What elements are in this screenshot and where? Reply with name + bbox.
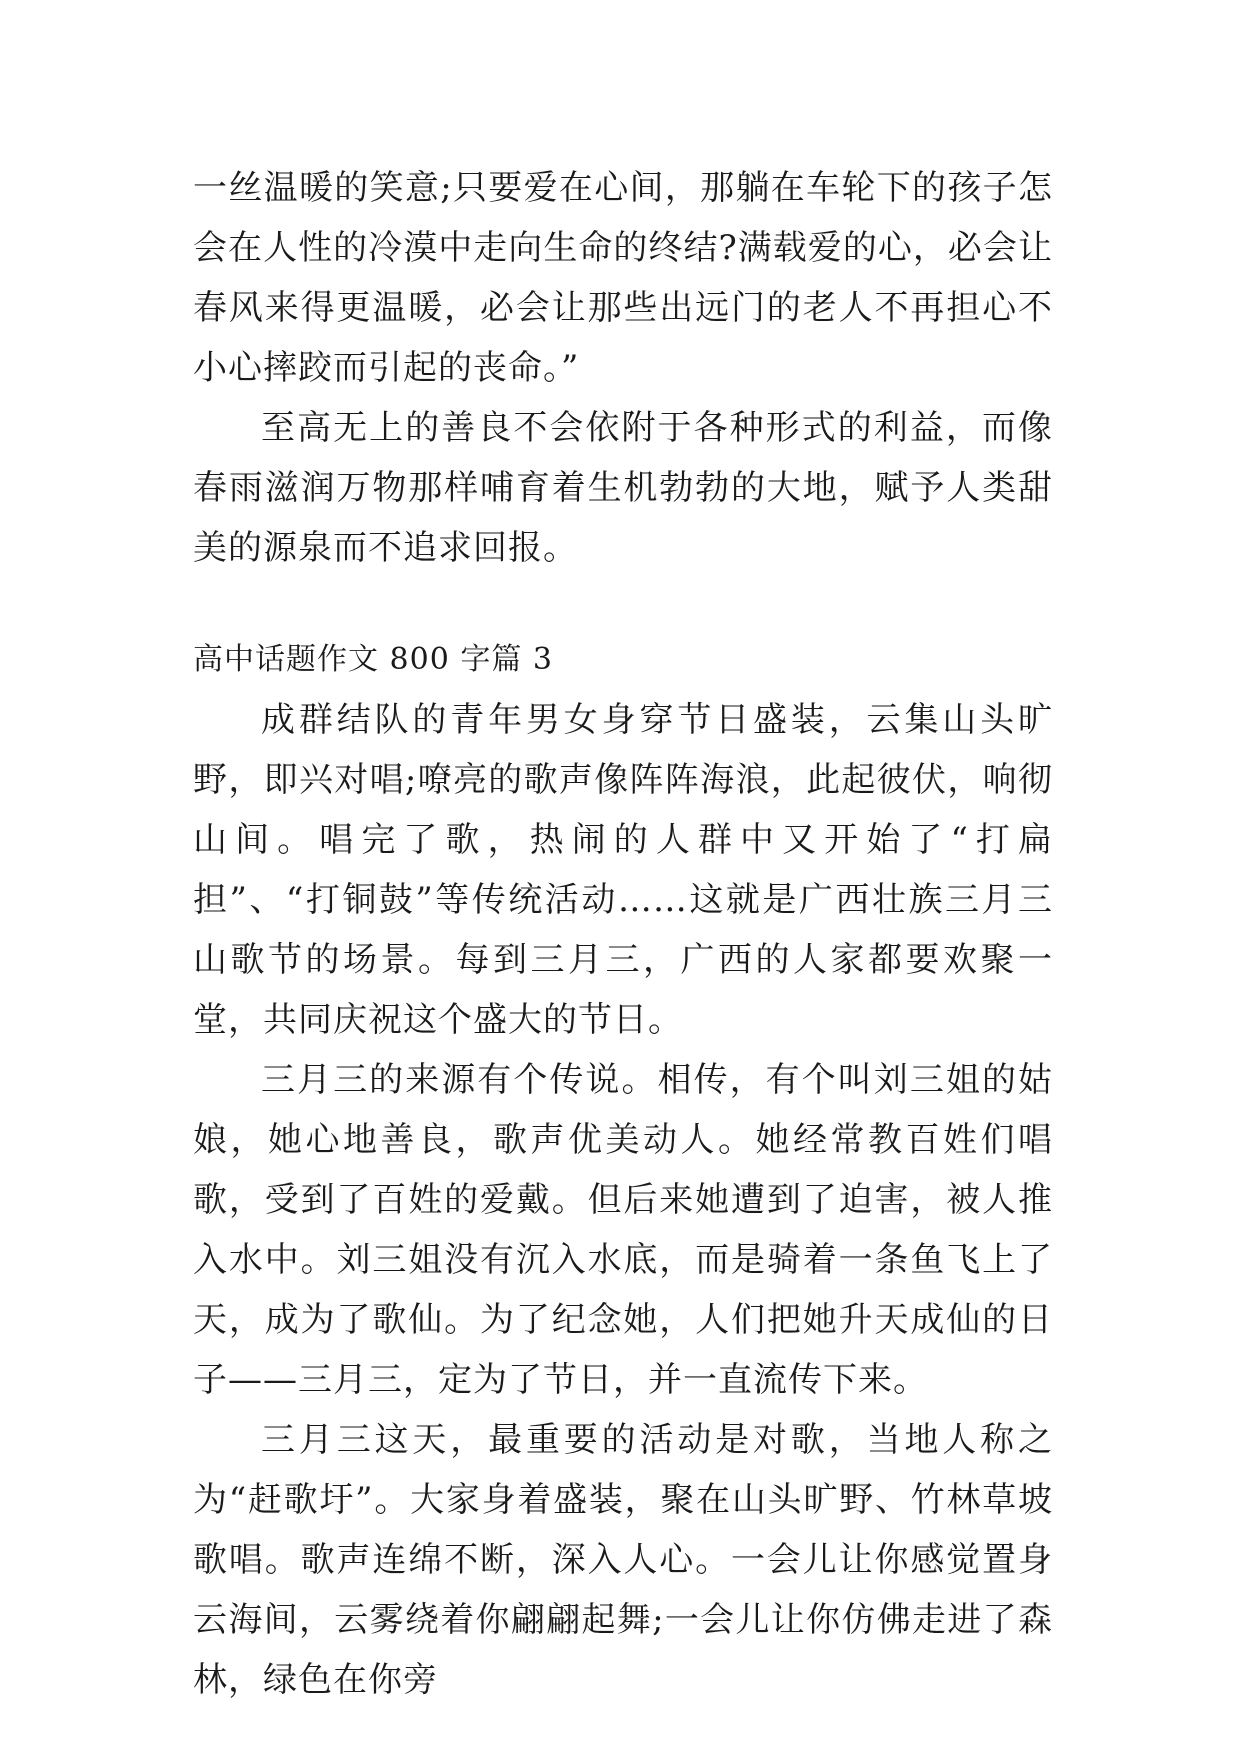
body-text-section	[193, 690, 1053, 1710]
paragraph-singing-activity: 三月三这天，最重要的活动是对歌，当地人称之为“赶歌圩”。大家身着盛装，聚在山头旷野、竹林草坡歌唱。歌声连绵不断，深入人心。一会儿让你感觉置身云海间，云雾绕着你翩翩起舞;一会儿让你仿佛走进了森林，绿色在你旁	[193, 1420, 1053, 1700]
paragraph-legend: 三月三的来源有个传说。相传，有个叫刘三姐的姑娘，她心地善良，歌声优美动人。她经常教百姓们唱歌，受到了百姓的爱戴。但后来她遭到了迫害，被人推入水中。刘三姐没有沉入水底，而是骑着一条鱼飞上了天，成为了歌仙。为了纪念她，人们把她升天成仙的日子——三月三，定为了节日，并一直流传下来。	[193, 1060, 1053, 1400]
top-text-section	[193, 158, 1053, 578]
paragraph-festival-scene: 成群结队的青年男女身穿节日盛装，云集山头旷野，即兴对唱;嘹亮的歌声像阵阵海浪，此起彼伏，响彻山间。唱完了歌，热闹的人群中又开始了“打扁担”、“打铜鼓”等传统活动……这就是广西壮族三月三山歌节的场景。每到三月三，广西的人家都要欢聚一堂，共同庆祝这个盛大的节日。	[193, 700, 1053, 1040]
paragraph-kindness: 至高无上的善良不会依附于各种形式的利益，而像春雨滋润万物那样哺育着生机勃勃的大地，赋予人类甜美的源泉而不追求回报。	[193, 408, 1053, 568]
section-heading: 高中话题作文 800 字篇 3	[193, 642, 553, 677]
section-heading-container	[193, 630, 1053, 690]
paragraph-continued: 一丝温暖的笑意;只要爱在心间，那躺在车轮下的孩子怎会在人性的冷漠中走向生命的终结?满载爱的心，必会让春风来得更温暖，必会让那些出远门的老人不再担心不小心摔跤而引起的丧命。”	[193, 168, 1053, 388]
